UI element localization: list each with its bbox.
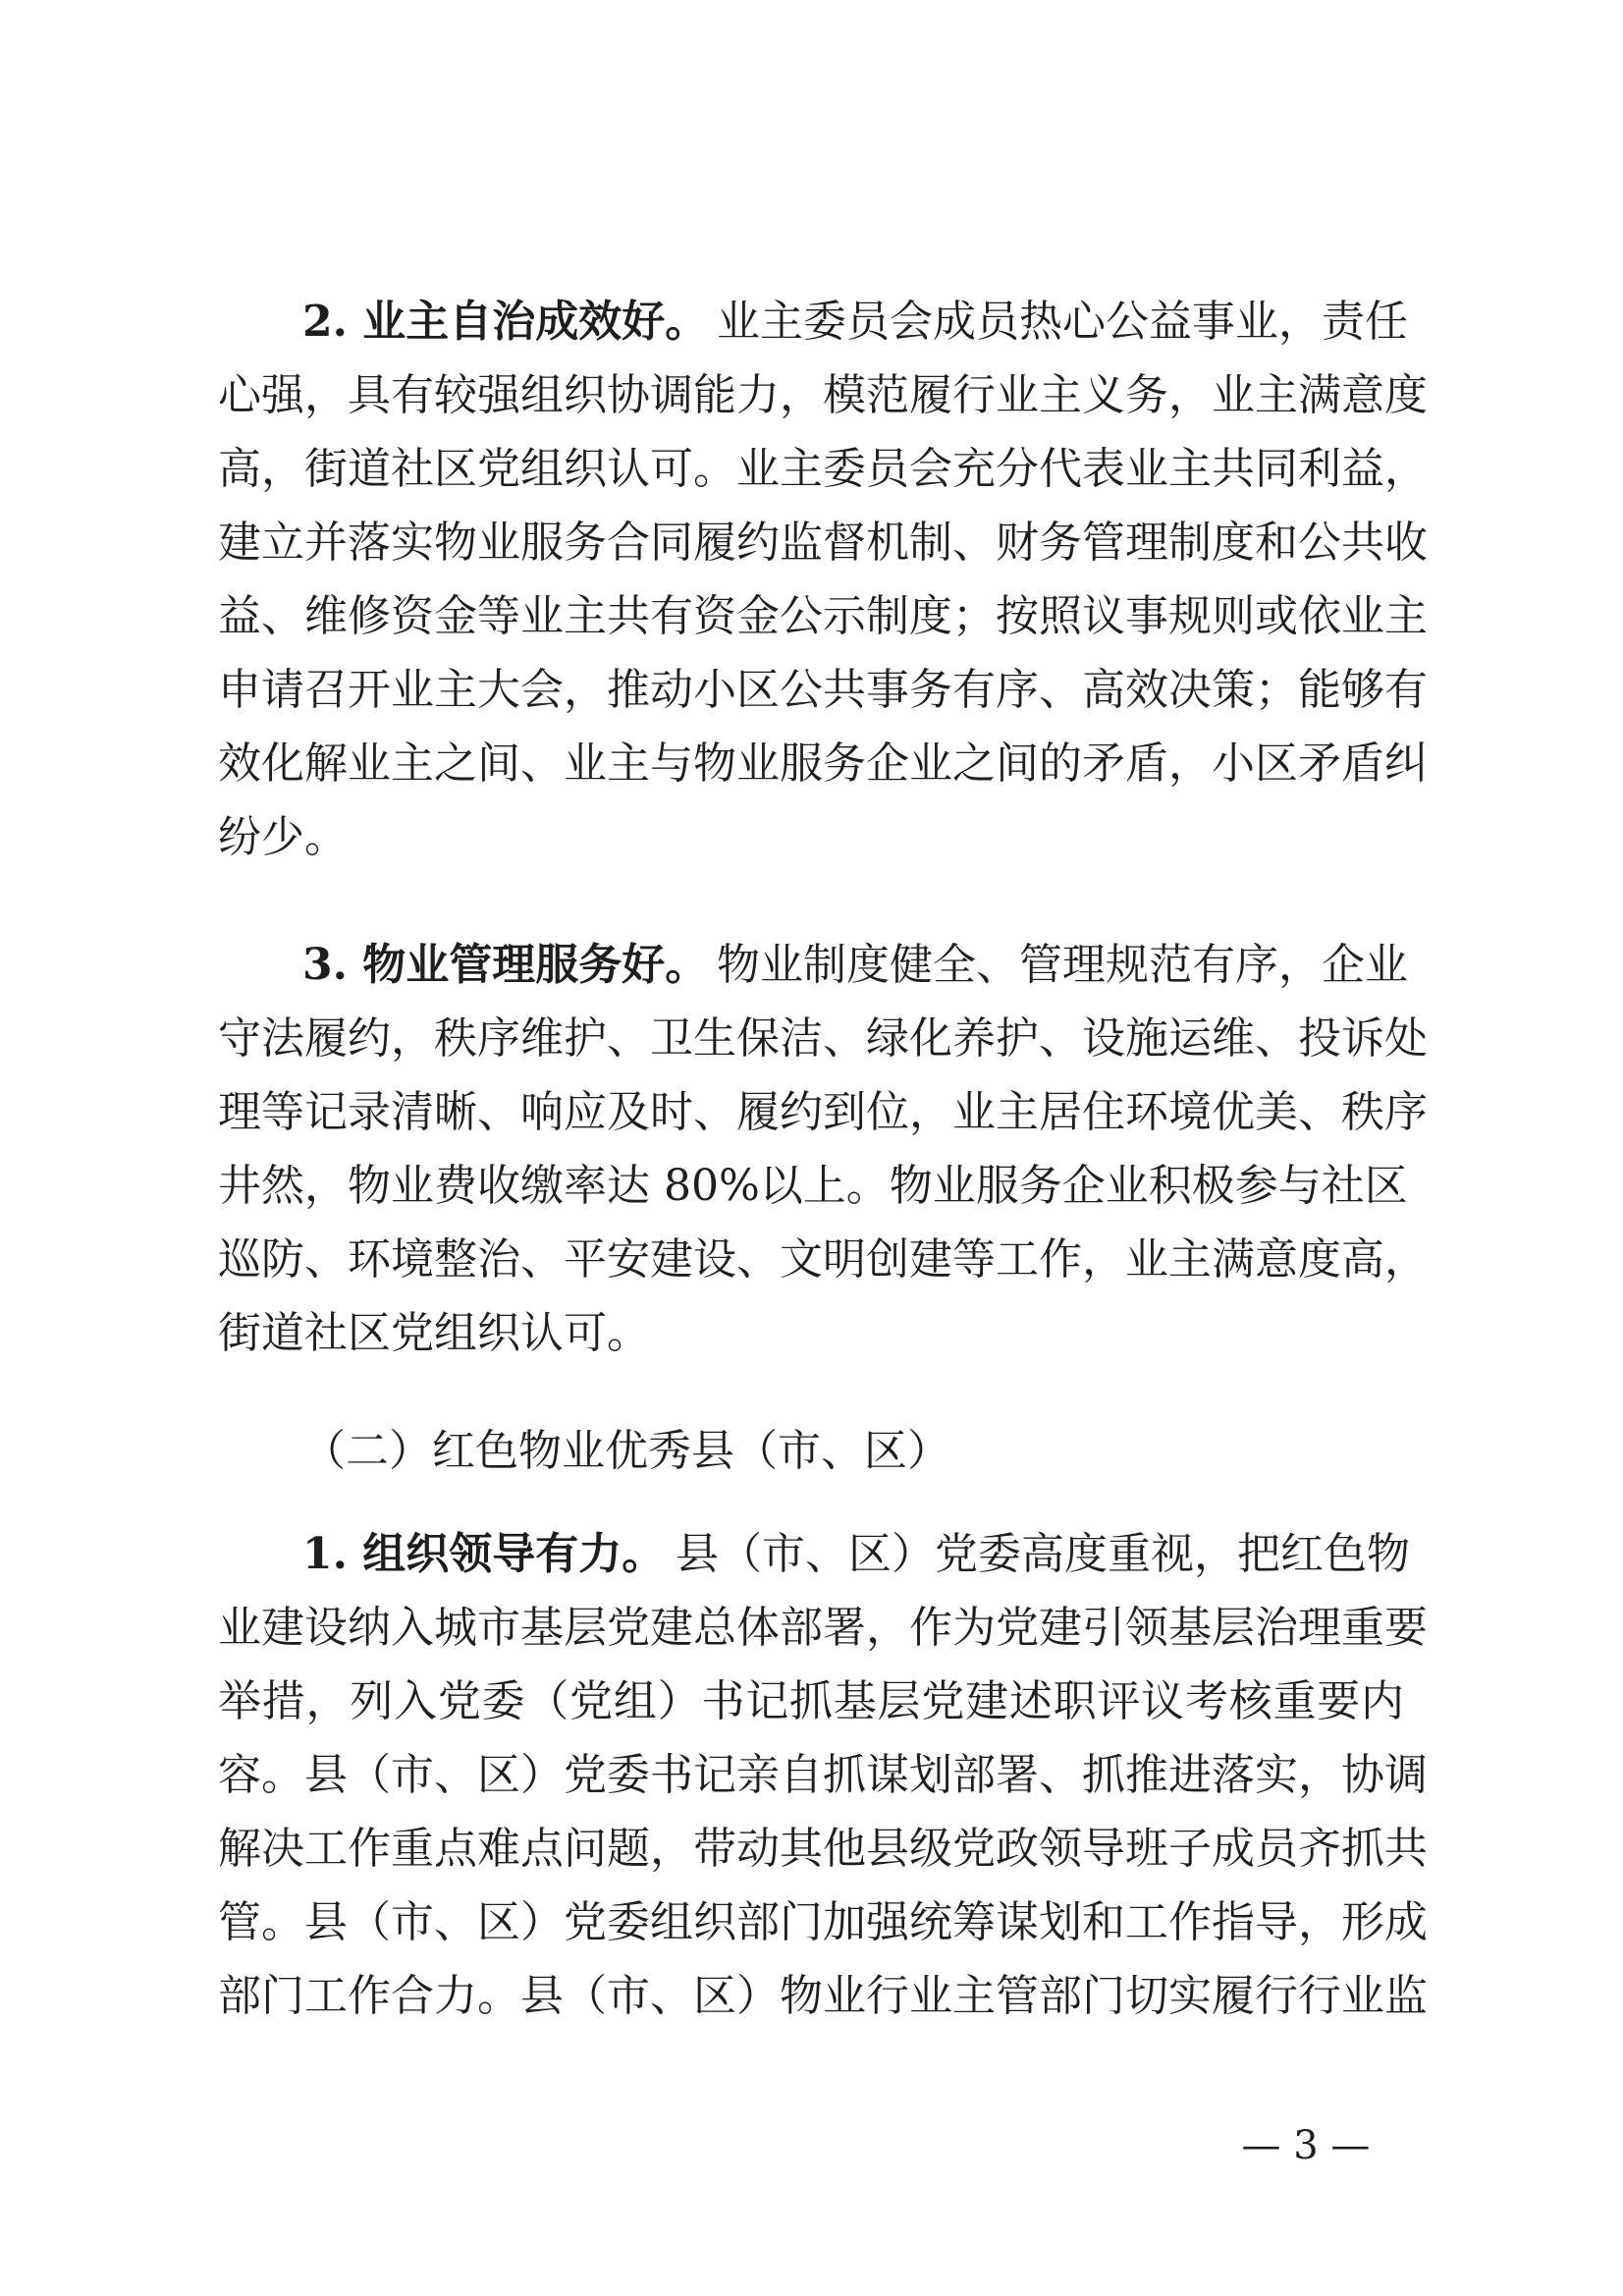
line-text: 巡防、环境整治、平安建设、文明创建等工作，业主满意度高， bbox=[218, 1234, 1428, 1285]
section-2-lead: 2. 业主自治成效好。 bbox=[302, 297, 709, 347]
line-text: 井然，物业费收缴率达 80%以上。物业服务企业积极参与社区 bbox=[218, 1161, 1408, 1211]
page-number: — 3 — bbox=[1241, 2123, 1371, 2168]
line-text: 容。县（市、区）党委书记亲自抓谋划部署、抓推进落实，协调 bbox=[218, 1750, 1428, 1800]
line-text: 部门工作合力。县（市、区）物业行业主管部门切实履行行业监 bbox=[218, 1971, 1428, 2021]
line-text: 理等记录清晰、响应及时、履约到位，业主居住环境优美、秩序 bbox=[218, 1087, 1428, 1137]
section-3-lead: 3. 物业管理服务好。 bbox=[302, 940, 709, 990]
subsection-heading-text: （二）红色物业优秀县（市、区） bbox=[302, 1426, 950, 1476]
line-text: 建立并落实物业服务合同履约监督机制、财务管理制度和公共收 bbox=[218, 518, 1428, 568]
line-text: 举措，列入党委（党组）书记抓基层党建述职评议考核重要内 bbox=[218, 1676, 1405, 1726]
line-text: 业建设纳入城市基层党建总体部署，作为党建引领基层治理重要 bbox=[218, 1603, 1428, 1653]
line-text: 纷少。 bbox=[218, 812, 348, 862]
line-text: 心强，具有较强组织协调能力，模范履行业主义务，业主满意度 bbox=[218, 370, 1428, 420]
line-text: 守法履约，秩序维护、卫生保洁、绿化养护、设施运维、投诉处 bbox=[218, 1013, 1428, 1064]
line-text: 街道社区党组织认可。 bbox=[218, 1308, 650, 1358]
section-3-first-text: 物业制度健全、管理规范有序，企业 bbox=[717, 940, 1408, 990]
line-text: 高，街道社区党组织认可。业主委员会充分代表业主共同利益， bbox=[218, 444, 1428, 494]
line-text: 解决工作重点难点问题，带动其他县级党政领导班子成员齐抓共 bbox=[218, 1824, 1428, 1874]
line-text: 效化解业主之间、业主与物业服务企业之间的矛盾，小区矛盾纠 bbox=[218, 738, 1428, 789]
section-2-first-text: 业主委员会成员热心公益事业，责任 bbox=[717, 297, 1408, 347]
line-text: 益、维修资金等业主共有资金公示制度；按照议事规则或依业主 bbox=[218, 591, 1428, 641]
line-text: 管。县（市、区）党委组织部门加强统筹谋划和工作指导，形成 bbox=[218, 1897, 1428, 1947]
line-text: 申请召开业主大会，推动小区公共事务有序、高效决策；能够有 bbox=[218, 665, 1428, 715]
section-1-first-text: 县（市、区）党委高度重视，把红色物 bbox=[676, 1529, 1410, 1579]
section-1-lead: 1. 组织领导有力。 bbox=[302, 1529, 666, 1579]
